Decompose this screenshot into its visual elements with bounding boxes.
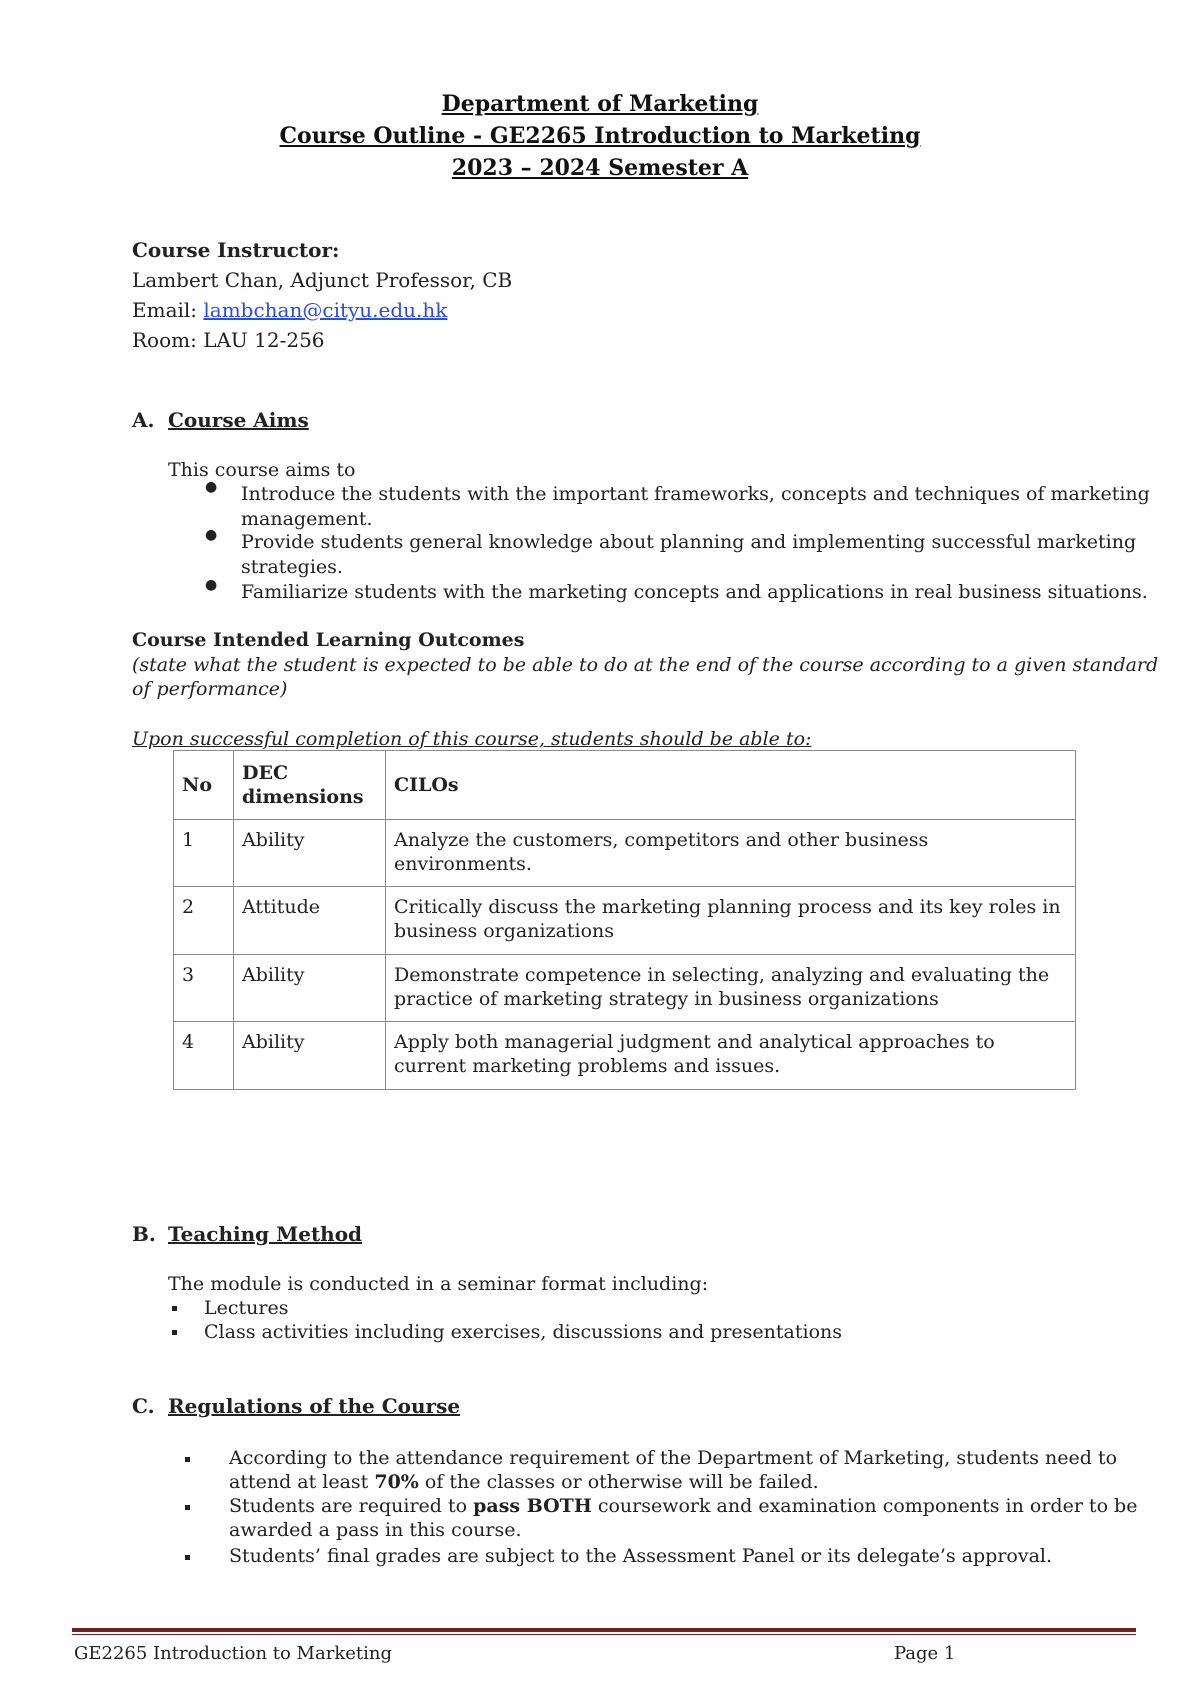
row-dim: Attitude — [234, 887, 386, 955]
email-label: Email: — [132, 298, 204, 322]
cilo-note-line-2: of performance) — [132, 678, 288, 700]
regulation-1-post: of the classes or otherwise will be failed. — [418, 1471, 819, 1493]
section-b-title: Teaching Method — [168, 1222, 363, 1246]
square-bullet-icon — [185, 1457, 190, 1462]
row-dim: Ability — [234, 1022, 386, 1090]
teaching-bullet-2: Class activities including exercises, discussions and presentations — [204, 1321, 842, 1343]
cilo-lead: Upon successful completion of this course, students should be able to: — [132, 728, 812, 750]
table-row — [174, 820, 1076, 887]
table-row — [174, 955, 1076, 1022]
instructor-name: Lambert Chan, Adjunct Professor, CB — [132, 268, 513, 292]
square-bullet-icon — [185, 1505, 190, 1510]
regulation-1-bold: 70% — [374, 1471, 419, 1493]
section-c-title: Regulations of the Course — [168, 1394, 461, 1418]
regulation-2-pre: Students are required to — [229, 1495, 474, 1517]
row-no: 4 — [174, 1022, 234, 1090]
regulation-3-line-1: Students’ final grades are subject to the Assessment Panel or its delegate’s approval. — [229, 1545, 1053, 1567]
department-title: Department of Marketing — [441, 91, 759, 117]
footer-rule-thin — [72, 1634, 1136, 1635]
square-bullet-icon — [172, 1306, 177, 1311]
regulation-2-line-2: awarded a pass in this course. — [229, 1519, 522, 1541]
instructor-heading: Course Instructor: — [132, 238, 340, 262]
row-dim: Ability — [234, 820, 386, 887]
row-cilo: Analyze the customers, competitors and other business environments. — [386, 820, 1076, 887]
cilo-note-line-1: (state what the student is expected to be able to do at the end of the course according to a given standard — [132, 654, 1159, 676]
instructor-email-line — [132, 298, 447, 322]
footer-rule — [72, 1628, 1136, 1632]
table-row — [174, 1022, 1076, 1090]
section-c-letter: C. — [132, 1394, 155, 1418]
section-b-letter: B. — [132, 1222, 156, 1246]
regulation-2-post: coursework and examination components in order to be — [591, 1495, 1138, 1517]
column-header-dec — [234, 751, 386, 820]
column-header-no: No — [174, 751, 234, 820]
cilo-table — [173, 750, 1076, 1090]
bullet-dot-icon: ● — [205, 577, 218, 593]
square-bullet-icon — [172, 1330, 177, 1335]
row-dim: Ability — [234, 955, 386, 1022]
aim-3-line-1: Familiarize students with the marketing concepts and applications in real business situations. — [241, 581, 1148, 603]
column-header-cilos: CILOs — [386, 751, 1076, 820]
section-a-letter: A. — [132, 408, 155, 432]
bullet-dot-icon: ● — [205, 527, 218, 543]
bullet-dot-icon: ● — [205, 479, 218, 495]
teaching-bullet-1: Lectures — [204, 1297, 289, 1319]
regulation-2-line-1 — [229, 1494, 1137, 1518]
cilo-heading: Course Intended Learning Outcomes — [132, 629, 525, 651]
row-cilo: Demonstrate competence in selecting, analyzing and evaluating the practice of marketing strategy in business organizations — [386, 955, 1076, 1022]
aim-1-line-2: management. — [241, 508, 373, 530]
aim-2-line-2: strategies. — [241, 556, 343, 578]
regulation-1-line-2 — [229, 1470, 819, 1494]
semester-title: 2023 – 2024 Semester A — [451, 155, 749, 181]
regulation-2-bold: pass BOTH — [473, 1495, 592, 1517]
aim-2-line-1: Provide students general knowledge about planning and implementing successful marketing — [241, 531, 1137, 553]
row-no: 1 — [174, 820, 234, 887]
regulation-1-pre: attend at least — [229, 1471, 375, 1493]
table-header-row — [174, 751, 1076, 820]
row-cilo: Apply both managerial judgment and analytical approaches to current marketing problems and issues. — [386, 1022, 1076, 1090]
footer-course-name: GE2265 Introduction to Marketing — [74, 1643, 392, 1664]
regulation-1-line-1: According to the attendance requirement of the Department of Marketing, students need to — [229, 1447, 1118, 1469]
email-link[interactable]: lambchan@cityu.edu.hk — [203, 298, 448, 322]
table-row — [174, 887, 1076, 955]
section-a-intro: This course aims to — [168, 459, 356, 481]
section-b-intro: The module is conducted in a seminar format including: — [168, 1273, 709, 1295]
footer-page-number: Page 1 — [894, 1643, 956, 1664]
row-no: 3 — [174, 955, 234, 1022]
aim-1-line-1: Introduce the students with the important frameworks, concepts and techniques of marketing — [241, 483, 1150, 505]
section-a-title: Course Aims — [168, 408, 309, 432]
row-cilo: Critically discuss the marketing planning process and its key roles in business organizations — [386, 887, 1076, 955]
column-header-dec-text: DEC dimensions — [242, 762, 364, 808]
row-no: 2 — [174, 887, 234, 955]
square-bullet-icon — [185, 1555, 190, 1560]
instructor-room: Room: LAU 12-256 — [132, 328, 325, 352]
course-outline-title: Course Outline - GE2265 Introduction to Marketing — [279, 123, 921, 149]
